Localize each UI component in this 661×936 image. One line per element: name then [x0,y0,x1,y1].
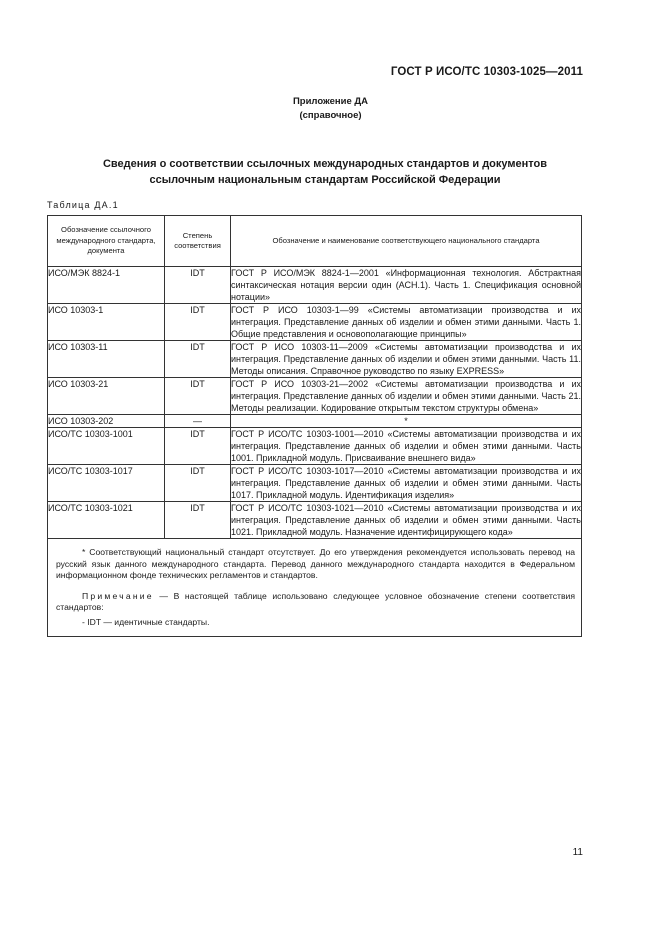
cell-international-standard: ИСО 10303-1 [48,304,165,341]
note-item: - IDT — идентичные стандарты. [82,616,210,627]
table-caption: Таблица ДА.1 [47,200,119,210]
cell-national-standard: ГОСТ Р ИСО/ТС 10303-1017—2010 «Системы автоматизации производства и их интеграция. Представление данных об изделии и обмен этими данными. Часть 1017. Прикладной модуль. Идентификация изделия» [231,466,581,500]
table-footer-row [48,539,582,637]
annex-heading [0,95,661,123]
annex-subtitle: (справочное) [299,110,362,121]
cell-degree: IDT [165,502,231,539]
header-international-standard: Обозначение ссылочного международного стандарта, документа [48,216,165,267]
table-footer [48,539,582,637]
cell-degree: IDT [165,428,231,465]
document-id: ГОСТ Р ИСО/ТС 10303-1025—2011 [390,66,583,78]
table-row [48,465,582,502]
cell-national-standard: ГОСТ Р ИСО/ТС 10303-1021—2010 «Системы автоматизации производства и их интеграция. Представление данных об изделии и обмен этими данными. Часть 1021. Прикладной модуль. Назначение идентифицирующего кода» [231,503,581,537]
note [56,591,575,614]
cell-degree: — [165,415,231,428]
section-title-line-1: Сведения о соответствии ссылочных международных стандартов и документов [102,158,548,170]
cell-international-standard: ИСО/ТС 10303-1001 [48,428,165,465]
cell-international-standard: ИСО/МЭК 8824-1 [48,267,165,304]
table-row [48,378,582,415]
note-label: Примечание [82,590,154,601]
footnote: * Соответствующий национальный стандарт отсутствует. До его утверждения рекомендуется использовать перевод на русский язык данного международного стандарта. Перевод данного международного стандарта находится в Федеральном информационном фонде технических регламентов и стандартов. [56,547,575,580]
cell-national-standard: ГОСТ Р ИСО 10303-21—2002 «Системы автоматизации производства и их интеграция. Представление данных об изделии и обмен этими данными. Часть 21. Методы реализации. Кодирование открытым текстом структуры обмена» [231,379,581,413]
cell-national-standard: ГОСТ Р ИСО 10303-11—2009 «Системы автоматизации производства и их интеграция. Представление данных об изделии и обмен этими данными. Часть 11. Методы описания. Справочное руководство по языку EXPRESS» [231,342,581,376]
cell-degree: IDT [165,465,231,502]
header-degree: Степень соответствия [165,216,231,267]
cell-national-standard: ГОСТ Р ИСО 10303-1—99 «Системы автоматизации производства и их интеграция. Представление данных об изделии и обмен этими данными. Часть 1. Общие представления и основополагающие принципы» [231,305,581,339]
cell-degree: IDT [165,378,231,415]
cell-national-standard: ГОСТ Р ИСО/ТС 10303-1001—2010 «Системы автоматизации производства и их интеграция. Представление данных об изделии и обмен этими данными. Часть 1001. Прикладной модуль. Присваивание внешнего вида» [231,429,581,463]
page-number: 11 [572,847,583,858]
section-title [60,156,590,188]
cell-degree: IDT [165,267,231,304]
annex-title: Приложение ДА [292,96,369,107]
header-national-standard: Обозначение и наименование соответствующего национального стандарта [231,216,582,267]
cell-degree: IDT [165,304,231,341]
table-row [48,267,582,304]
table-row [48,502,582,539]
table-row [48,415,582,428]
table-row [48,341,582,378]
table-row [48,304,582,341]
table-header-row [48,216,582,267]
cell-degree: IDT [165,341,231,378]
cell-national-standard: * [231,415,582,428]
cell-international-standard: ИСО/ТС 10303-1017 [48,465,165,502]
cell-national-standard: ГОСТ Р ИСО/МЭК 8824-1—2001 «Информационная технология. Абстрактная синтаксическая нотация версии один (АСН.1). Часть 1. Спецификация основной нотации» [231,268,581,302]
note-text: — В настоящей таблице использовано следующее условное обозначение степени соответствия стандартов: [56,590,575,612]
cell-international-standard: ИСО 10303-11 [48,341,165,378]
cell-international-standard: ИСО 10303-202 [48,415,165,428]
cell-international-standard: ИСО/ТС 10303-1021 [48,502,165,539]
cell-international-standard: ИСО 10303-21 [48,378,165,415]
correspondence-table [47,215,582,637]
section-title-line-2: ссылочным национальным стандартам Российской Федерации [149,174,501,186]
table-row [48,428,582,465]
